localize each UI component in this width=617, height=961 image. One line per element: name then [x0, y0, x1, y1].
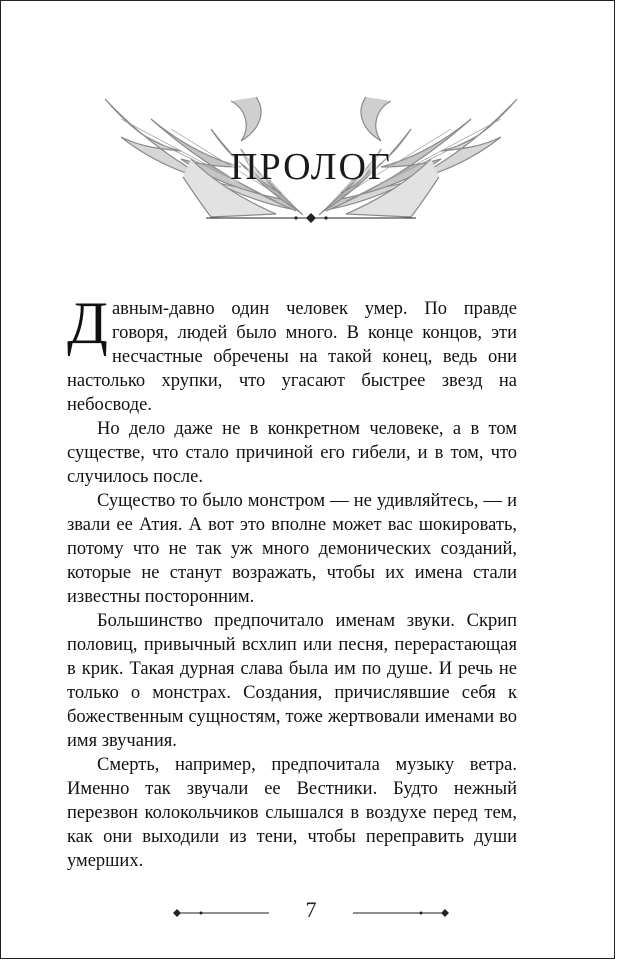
chapter-header [91, 89, 531, 229]
flourish-right-icon [351, 907, 451, 919]
drop-cap: Д [67, 290, 108, 356]
page-footer [151, 897, 471, 925]
paragraph: Но дело даже не в конкретном человеке, а в том существе, что стало причиной его гибели, и в том, что случилось после. [67, 419, 517, 487]
paragraph: Большинство предпочитало именам звуки. Скрип половиц, привычный всхлип или песня, перерастающая в крик. Такая дурная слава была им по душе. И речь не только о монстрах. Создания, причислявшие себя к божественным сущностям, тоже жертвовали именами во имя звучания. [67, 611, 517, 751]
paragraph: Существо то было монстром — не удивляйтесь, — и звали ее Атия. А вот это вполне может вас шокировать, потому что не так уж много демонических созданий, которые не станут возражать, чтобы их имена стали известны посторонним. [67, 491, 517, 607]
paragraph [67, 290, 517, 417]
chapter-title: ПРОЛОГ [230, 146, 392, 188]
chapter-body [67, 290, 517, 873]
paragraph: Смерть, например, предпочитала музыку ветра. Именно так звучали ее Вестники. Будто нежный перезвон колокольчиков слышался в воздухе перед тем, как они выходили из тени, чтобы переправить души умерших. [67, 755, 517, 871]
page-number: 7 [305, 897, 317, 922]
paragraph-text: авным-давно один человек умер. По правде говоря, людей было много. В конце концов, эти несчастные обречены на такой конец, ведь они настолько хрупки, что угасают быстрее звезд на небосводе. [67, 299, 517, 415]
